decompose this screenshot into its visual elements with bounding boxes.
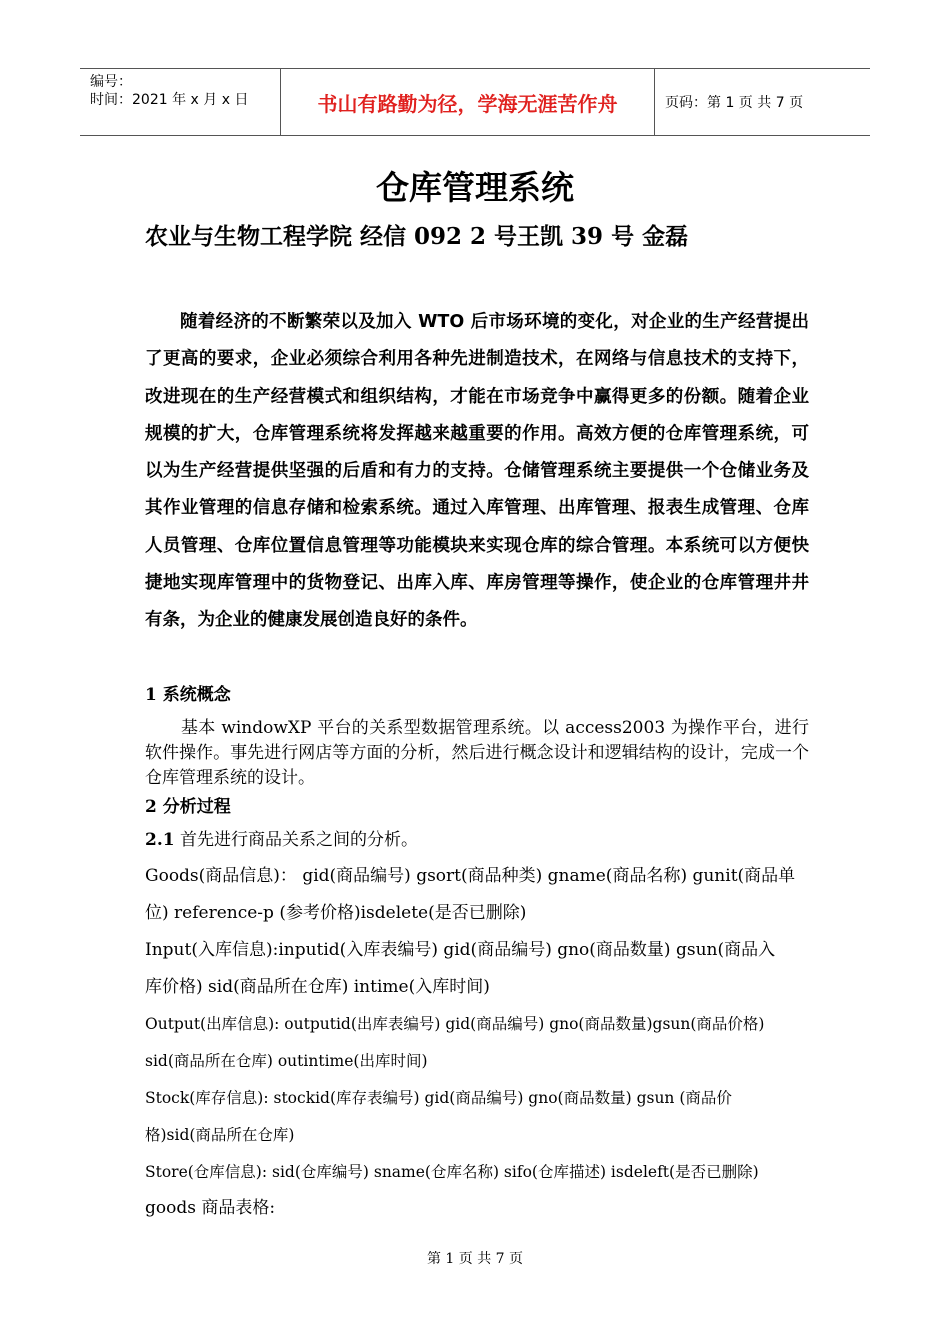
section-1-body	[145, 716, 809, 791]
goods-line-1: Goods(商品信息)： gid(商品编号) gsort(商品种类) gname(商品名称) gunit(商品单	[145, 866, 796, 886]
output-line-2: sid(商品所在仓库) outintime(出库时间)	[145, 1052, 428, 1070]
output-line-1: Output(出库信息): outputid(出库表编号) gid(商品编号) gno(商品数量)gsun(商品价格)	[145, 1015, 765, 1033]
section-1-heading: 1 系统概念	[145, 685, 231, 705]
header-meta-cell	[80, 69, 281, 135]
number-label: 编号：	[90, 74, 132, 90]
subsection-2-1	[145, 822, 809, 859]
document-title: 仓库管理系统	[376, 168, 574, 207]
input-line-1: Input(入库信息):inputid(入库表编号) gid(商品编号) gno(商品数量) gsun(商品入	[145, 940, 776, 960]
abstract	[145, 304, 809, 640]
goods-table-label: goods 商品表格:	[145, 1198, 276, 1218]
stock-line-2: 格)sid(商品所在仓库)	[145, 1126, 295, 1144]
motto: 书山有路勤为径，学海无涯苦作舟	[281, 69, 655, 135]
time-label: 时间：2021 年 x 月 x 日	[90, 92, 249, 108]
subsection-text: 首先进行商品关系之间的分析。	[174, 830, 418, 850]
authors-line: 农业与生物工程学院 经信 092 2 号王凯 39 号 金磊	[145, 223, 689, 250]
stock-line-1: Stock(库存信息): stockid(库存表编号) gid(商品编号) gno(商品数量) gsun (商品价	[145, 1089, 732, 1107]
section-1-paragraph: 基本 windowXP 平台的关系型数据管理系统。以 access2003 为操作平台，进行软件操作。事先进行网店等方面的分析，然后进行概念设计和逻辑结构的设计，完成一个仓库管理系统的设计。	[145, 718, 809, 788]
page-footer: 第 1 页 共 7 页	[426, 1251, 524, 1267]
goods-line-2: 位) reference-p (参考价格)isdelete(是否已删除)	[145, 903, 527, 923]
page-info: 页码：第 1 页 共 7 页	[665, 95, 804, 111]
input-line-2: 库价格) sid(商品所在仓库) intime(入库时间)	[145, 977, 490, 997]
abstract-paragraph: 随着经济的不断繁荣以及加入 WTO 后市场环境的变化，对企业的生产经营提出了更高的要求，企业必须综合利用各种先进制造技术，在网络与信息技术的支持下，改进现在的生产经营模式和组织结构，才能在市场竞争中赢得更多的份额。随着企业规模的扩大，仓库管理系统将发挥越来越重要的作用。高效方便的仓库管理系统，可以为生产经营提供坚强的后盾和有力的支持。仓储管理系统主要提供一个仓储业务及其作业管理的信息存储和检索系统。通过入库管理、出库管理、报表生成管理、仓库人员管理、仓库位置信息管理等功能模块来实现仓库的综合管理。本系统可以方便快捷地实现库管理中的货物登记、出库入库、库房管理等操作，使企业的仓库管理井井有条，为企业的健康发展创造良好的条件。	[145, 312, 809, 631]
store-line: Store(仓库信息): sid(仓库编号) sname(仓库名称) sifo(仓库描述) isdeleft(是否已删除)	[145, 1163, 759, 1181]
subsection-number: 2.1	[145, 830, 175, 850]
document-header	[80, 68, 870, 136]
section-2-heading: 2 分析过程	[145, 797, 231, 817]
